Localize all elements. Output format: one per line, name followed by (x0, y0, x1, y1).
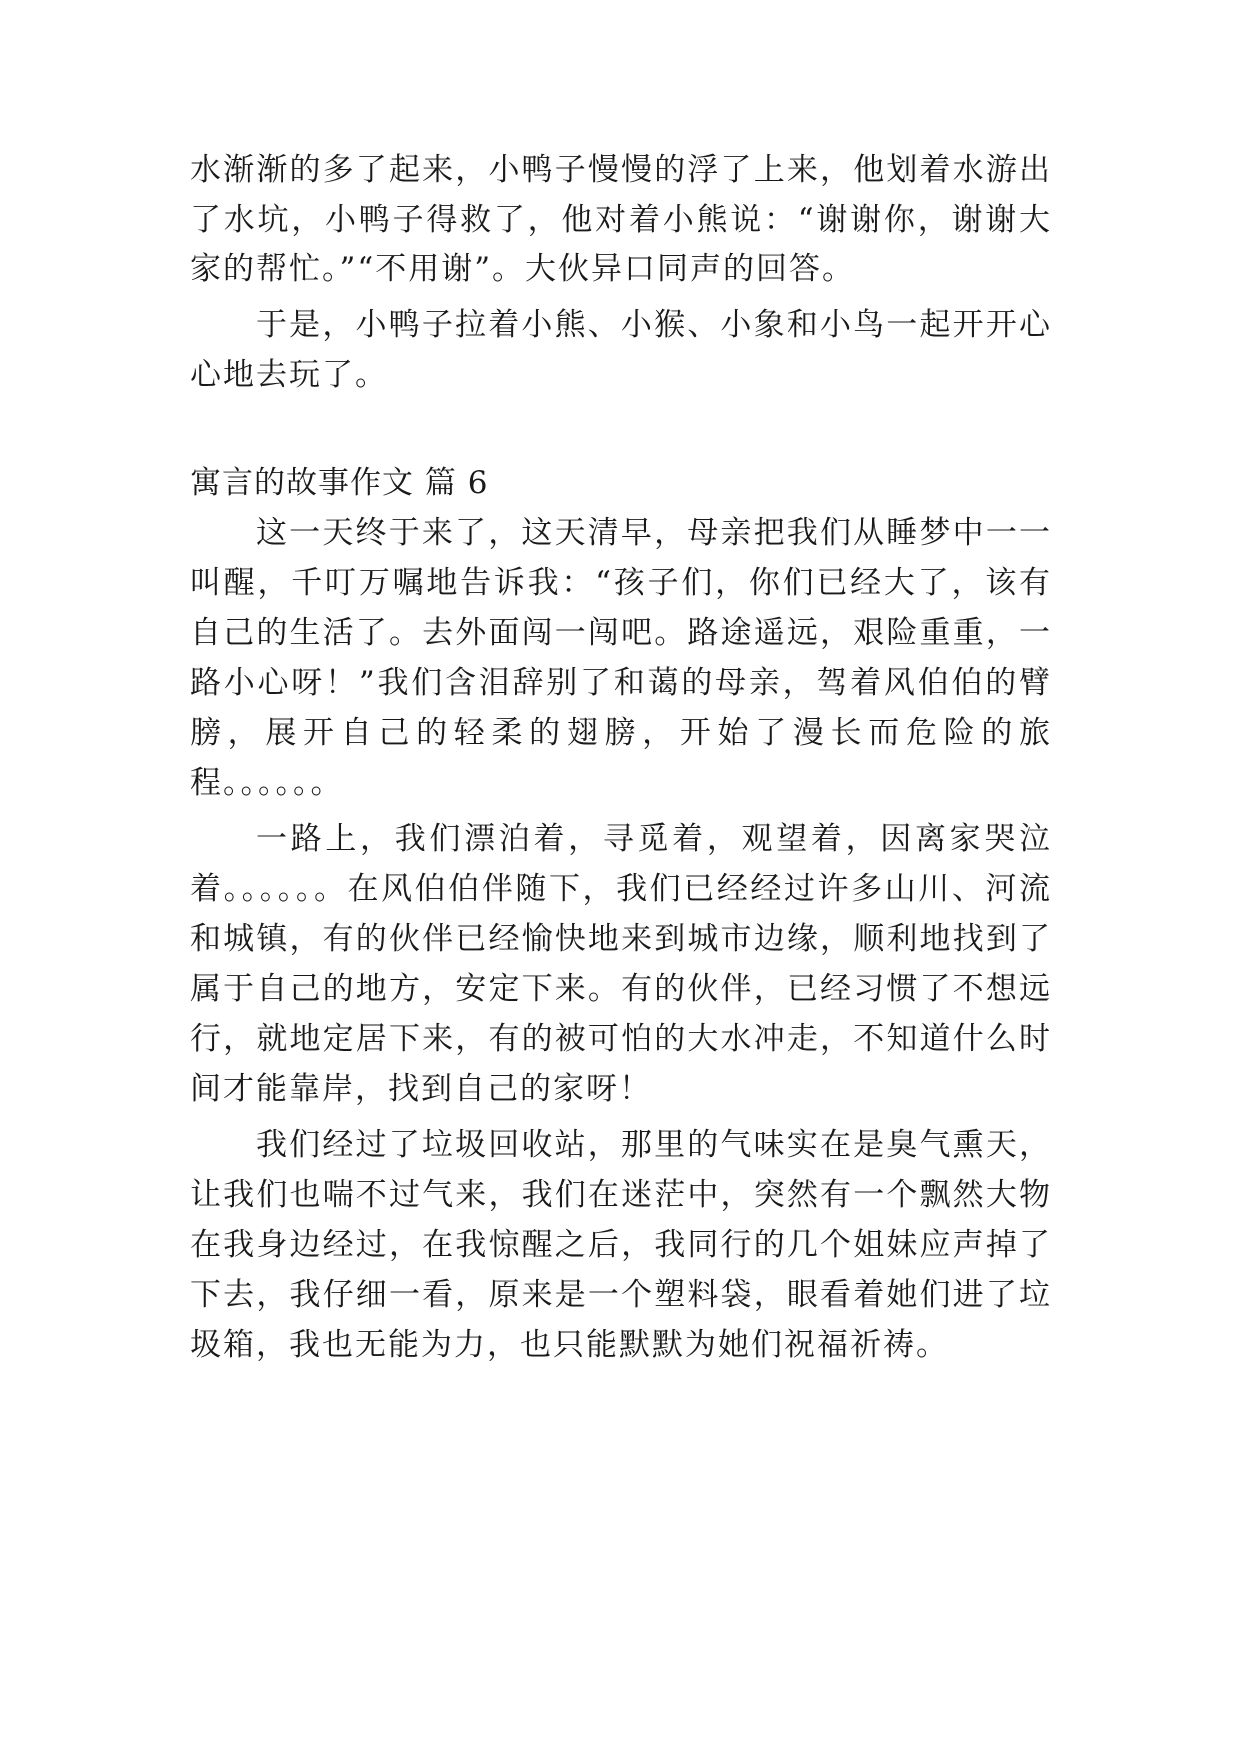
paragraph-line: 和城镇，有的伙伴已经愉快地来到城市边缘，顺利地找到了 (190, 921, 1052, 957)
paragraph-line: 自己的生活了。去外面闯一闯吧。路途遥远，艰险重重，一 (190, 615, 1052, 651)
paragraph-line: 我们经过了垃圾回收站，那里的气味实在是臭气熏天， (256, 1127, 1052, 1163)
section-heading: 寓言的故事作文 篇 6 (190, 465, 489, 501)
paragraph-line: 路小心呀！”我们含泪辞别了和蔼的母亲，驾着风伯伯的臂 (190, 665, 1052, 701)
paragraph-line: 家的帮忙。”“不用谢”。大伙异口同声的回答。 (190, 251, 856, 287)
paragraph-line: 水渐渐的多了起来，小鸭子慢慢的浮了上来，他划着水游出 (190, 152, 1052, 188)
paragraph-line: 这一天终于来了，这天清早，母亲把我们从睡梦中一一 (256, 515, 1052, 551)
paragraph-line: 行，就地定居下来，有的被可怕的大水冲走，不知道什么时 (190, 1021, 1052, 1057)
paragraph-line: 程。。。。。。 (190, 765, 344, 801)
paragraph-line: 在我身边经过，在我惊醒之后，我同行的几个姐妹应声掉了 (190, 1227, 1052, 1263)
paragraph-line: 让我们也喘不过气来，我们在迷茫中，突然有一个飘然大物 (190, 1177, 1052, 1213)
paragraph-line: 下去，我仔细一看，原来是一个塑料袋，眼看着她们进了垃 (190, 1277, 1052, 1313)
paragraph-line: 圾箱，我也无能为力，也只能默默为她们祝福祈祷。 (190, 1327, 949, 1363)
paragraph-line: 属于自己的地方，安定下来。有的伙伴，已经习惯了不想远 (190, 971, 1052, 1007)
paragraph-line: 于是，小鸭子拉着小熊、小猴、小象和小鸟一起开开心 (256, 307, 1052, 343)
paragraph-line: 一路上，我们漂泊着，寻觅着，观望着，因离家哭泣 (256, 821, 1052, 857)
paragraph-line: 了水坑，小鸭子得救了，他对着小熊说：“谢谢你，谢谢大 (190, 202, 1052, 238)
paragraph-line: 叫醒，千叮万嘱地告诉我：“孩子们，你们已经大了，该有 (190, 565, 1052, 601)
paragraph-line: 心地去玩了。 (190, 357, 388, 393)
paragraph-line: 间才能靠岸，找到自己的家呀！ (190, 1071, 652, 1107)
paragraph-line: 膀，展开自己的轻柔的翅膀，开始了漫长而危险的旅 (190, 715, 1052, 751)
document-page (190, 0, 1052, 1754)
paragraph-line: 着。。。。。。在风伯伯伴随下，我们已经经过许多山川、河流 (190, 871, 1052, 907)
